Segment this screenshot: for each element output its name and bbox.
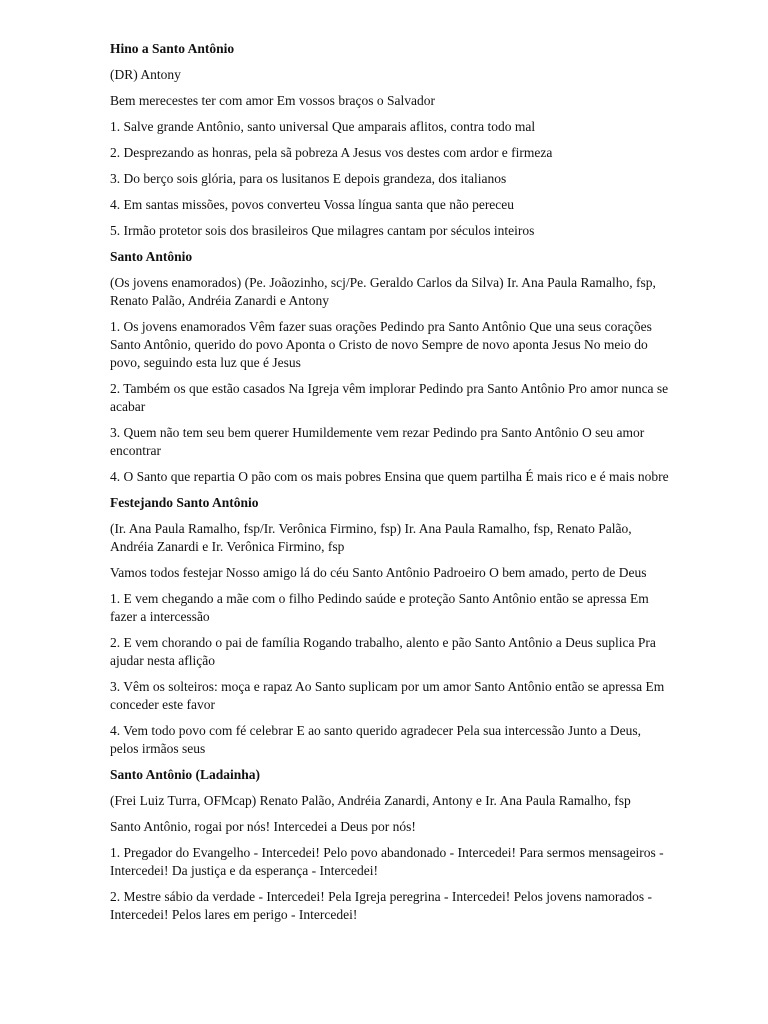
paragraph: 4. Vem todo povo com fé celebrar E ao santo querido agradecer Pela sua intercessão Junto a Deus, pelos irmãos seus (110, 723, 641, 756)
section-title: Hino a Santo Antônio (110, 41, 235, 56)
paragraph: 4. O Santo que repartia O pão com os mais pobres Ensina que quem partilha É mais rico e é mais nobre (110, 469, 669, 484)
paragraph: 2. E vem chorando o pai de família Rogando trabalho, alento e pão Santo Antônio a Deus suplica Pra ajudar nesta aflição (110, 635, 656, 668)
paragraph: 5. Irmão protetor sois dos brasileiros Que milagres cantam por séculos inteiros (110, 223, 535, 238)
paragraph: 4. Em santas missões, povos converteu Vossa língua santa que não pereceu (110, 197, 515, 212)
paragraph: 3. Do berço sois glória, para os lusitanos E depois grandeza, dos italianos (110, 171, 507, 186)
paragraph: Vamos todos festejar Nosso amigo lá do céu Santo Antônio Padroeiro O bem amado, perto de Deus (110, 565, 647, 580)
paragraph: 2. Desprezando as honras, pela sã pobreza A Jesus vos destes com ardor e firmeza (110, 145, 553, 160)
paragraph: Bem merecestes ter com amor Em vossos braços o Salvador (110, 93, 436, 108)
paragraph: 2. Mestre sábio da verdade - Intercedei! Pela Igreja peregrina - Intercedei! Pelos jovens namorados - Intercedei! Pelos lares em perigo - Intercedei! (110, 889, 653, 922)
paragraph: (Frei Luiz Turra, OFMcap) Renato Palão, Andréia Zanardi, Antony e Ir. Ana Paula Ramalho, fsp (110, 793, 631, 808)
paragraph: (DR) Antony (110, 67, 181, 82)
paragraph: 1. E vem chegando a mãe com o filho Pedindo saúde e proteção Santo Antônio então se apressa Em fazer a intercessão (110, 591, 649, 624)
paragraph: (Ir. Ana Paula Ramalho, fsp/Ir. Verônica Firmino, fsp) Ir. Ana Paula Ramalho, fsp, Renato Palão, Andréia Zanardi e Ir. Verônica Firmino, fsp (110, 521, 632, 554)
section-title: Festejando Santo Antônio (110, 495, 259, 510)
paragraph: 1. Os jovens enamorados Vêm fazer suas orações Pedindo pra Santo Antônio Que una seus corações Santo Antônio, querido do povo Aponta o Cristo de novo Sempre de novo aponta Jesus No meio do povo, seguindo esta luz que é Jesus (110, 319, 652, 370)
paragraph: Santo Antônio, rogai por nós! Intercedei a Deus por nós! (110, 819, 416, 834)
paragraph: 3. Quem não tem seu bem querer Humildemente vem rezar Pedindo pra Santo Antônio O seu amor encontrar (110, 425, 645, 458)
paragraph: 1. Pregador do Evangelho - Intercedei! Pelo povo abandonado - Intercedei! Para sermos mensageiros - Intercedei! Da justiça e da esperança - Intercedei! (110, 845, 664, 878)
paragraph: 1. Salve grande Antônio, santo universal Que amparais aflitos, contra todo mal (110, 119, 536, 134)
section-title: Santo Antônio (Ladainha) (110, 767, 261, 782)
paragraph: (Os jovens enamorados) (Pe. Joãozinho, scj/Pe. Geraldo Carlos da Silva) Ir. Ana Paula Ramalho, fsp, Renato Palão, Andréia Zanardi e Antony (110, 275, 656, 308)
section-title: Santo Antônio (110, 249, 193, 264)
paragraph: 3. Vêm os solteiros: moça e rapaz Ao Santo suplicam por um amor Santo Antônio então se apressa Em conceder este favor (110, 679, 665, 712)
paragraph: 2. Também os que estão casados Na Igreja vêm implorar Pedindo pra Santo Antônio Pro amor nunca se acabar (110, 381, 669, 414)
